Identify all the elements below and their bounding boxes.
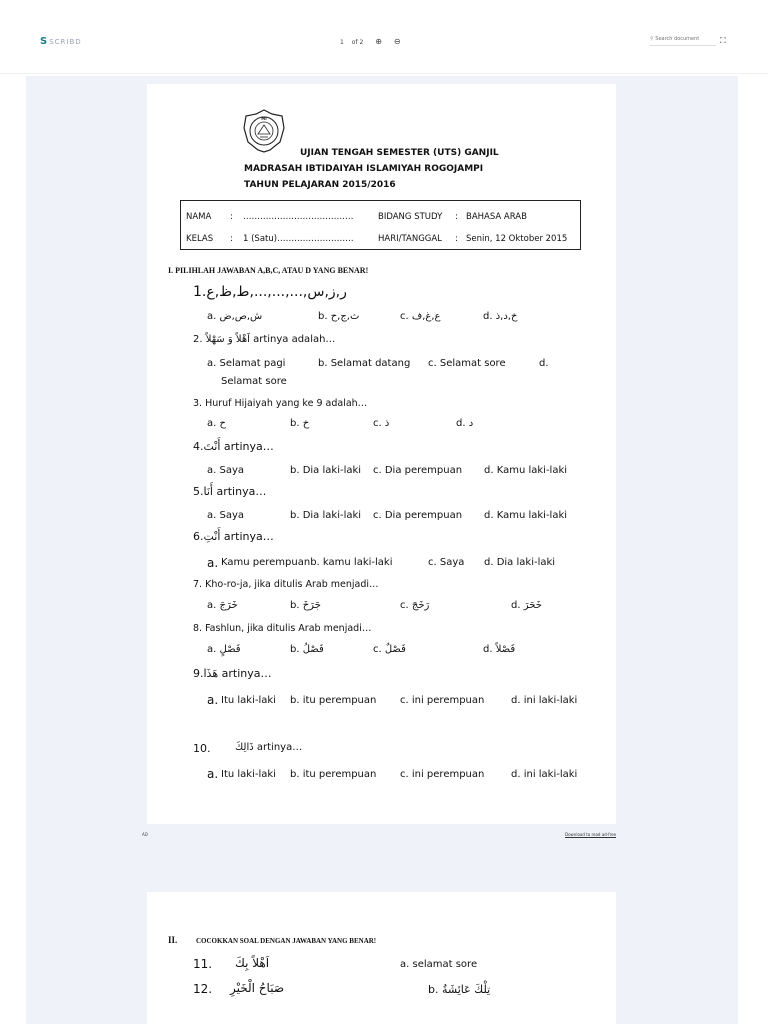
hari-value: Senin, 12 Oktober 2015: [466, 234, 568, 244]
question-11: اَهْلاً بِكَ: [235, 956, 270, 970]
kelas-label: KELAS: [186, 234, 214, 244]
question-6: 6.أَنْتِ artinya…: [193, 530, 274, 543]
page-number-input[interactable]: 1: [340, 39, 344, 46]
document-page-2: [147, 892, 616, 1024]
academic-year: TAHUN PELAJARAN 2015/2016: [244, 180, 396, 190]
q10-option-a-prefix: a.: [207, 767, 219, 781]
question-4: 4.أَنْتَ artinya…: [193, 440, 274, 453]
q7-option-d: d. خَحَرَ: [511, 600, 542, 611]
q10-option-b: b. itu perempuan: [290, 769, 377, 780]
q2-option-c: c. Selamat sore: [428, 358, 506, 369]
page-navigator: [340, 37, 407, 46]
q8-option-c: c. فَصْلٌ: [373, 644, 406, 655]
question-1: 1.ر,ز,س,...,...,...,ط,ظ,ع: [193, 284, 347, 300]
q6-option-a: Kamu perempuanb. kamu laki-laki: [221, 557, 393, 568]
zoom-out-icon[interactable]: ⊖: [393, 37, 401, 46]
question-8: 8. Fashlun, jika ditulis Arab menjadi…: [193, 623, 372, 634]
section-1-title: I. PILIHLAH JAWABAN A,B,C, ATAU D YANG BENAR!: [168, 266, 369, 275]
q2-option-d-text: Selamat sore: [221, 376, 287, 387]
nama-label: NAMA: [186, 212, 212, 222]
q12-answer: b. تِلْكَ عَائِشَةُ: [428, 983, 491, 996]
question-3: 3. Huruf Hijaiyah yang ke 9 adalah…: [193, 398, 368, 409]
question-10-number: 10.: [193, 742, 211, 755]
q9-option-d: d. ini laki-laki: [511, 695, 578, 706]
q8-option-b: b. فَصْلُ: [290, 644, 324, 655]
bidang-label: BIDANG STUDY: [378, 212, 443, 222]
school-emblem-icon: [242, 108, 286, 154]
q6-option-a-prefix: a.: [207, 556, 219, 570]
fullscreen-icon[interactable]: ⛶: [720, 36, 726, 45]
document-page-1: [147, 84, 616, 824]
zoom-in-icon[interactable]: ⊕: [375, 37, 382, 46]
question-5: 5.أَنَا artinya…: [193, 485, 267, 498]
q2-option-a: a. Selamat pagi: [207, 358, 286, 369]
q1-option-a: a. ش,ص,ض: [207, 311, 263, 322]
page-total: of 2: [351, 39, 364, 46]
kelas-value: 1 (Satu)………………………: [243, 234, 354, 244]
q6-option-d: d. Dia laki-laki: [484, 557, 556, 568]
q5-option-c: c. Dia perempuan: [373, 510, 463, 521]
question-12-number: 12.: [193, 982, 213, 996]
q9-option-a: Itu laki-laki: [221, 695, 276, 706]
question-12: صَبَاحُ الْخَيْرِ: [230, 981, 285, 995]
q9-option-a-prefix: a.: [207, 693, 219, 707]
search-input[interactable]: [655, 36, 711, 42]
q10-option-c: c. ini perempuan: [400, 769, 485, 780]
q3-option-b: b. خ: [290, 418, 310, 429]
section-2-title: COCOKKAN SOAL DENGAN JAWABAN YANG BENAR!: [196, 937, 377, 945]
q4-option-a: a. Saya: [207, 465, 245, 476]
section-2-number: II.: [168, 935, 178, 945]
q6-option-c: c. Saya: [428, 557, 465, 568]
q1-option-d: d. خ,د,ذ: [483, 311, 518, 322]
question-2: 2. اَهْلاً وَ سَهْلاً artinya adalah…: [193, 334, 336, 345]
q10-option-d: d. ini laki-laki: [511, 769, 578, 780]
q3-option-d: d. د: [456, 418, 474, 429]
q7-option-b: b. جَرَخَ: [290, 600, 321, 611]
q9-option-b: b. itu perempuan: [290, 695, 377, 706]
q5-option-b: b. Dia laki-laki: [290, 510, 362, 521]
student-info-box: [180, 200, 581, 250]
logo-mark-icon: S: [40, 36, 48, 47]
q10-option-a: Itu laki-laki: [221, 769, 276, 780]
bidang-colon: :: [455, 212, 458, 222]
ad-label: AD: [142, 832, 148, 837]
bidang-value: BAHASA ARAB: [466, 212, 527, 222]
scribd-logo[interactable]: [40, 36, 82, 47]
hari-colon: :: [455, 234, 458, 244]
question-10: ذَالِكَ artinya…: [235, 742, 303, 753]
nama-value: …………………………………: [243, 212, 354, 222]
q7-option-a: a. خَرَجَ: [207, 600, 238, 611]
q2-option-b: b. Selamat datang: [318, 358, 411, 369]
q5-option-a: a. Saya: [207, 510, 245, 521]
emblem-text: MI: [261, 116, 267, 121]
top-toolbar: [0, 0, 768, 74]
school-name: MADRASAH IBTIDAIYAH ISLAMIYAH ROGOJAMPI: [244, 164, 484, 174]
q3-option-c: c. ذ: [373, 418, 390, 429]
question-9: 9.هَذَا artinya…: [193, 667, 272, 680]
q7-option-c: c. رَخَجَ: [400, 600, 430, 611]
q8-option-a: a. فَصْلٍ: [207, 644, 241, 655]
search-box: [650, 36, 716, 46]
search-icon: ⚲: [650, 36, 654, 42]
q1-option-b: b. ث,ج,ح: [318, 311, 360, 322]
q3-option-a: a. ح: [207, 418, 226, 429]
q1-option-c: c. ع,غ,ف: [400, 311, 441, 322]
q11-answer: a. selamat sore: [400, 959, 478, 970]
nama-colon: :: [230, 212, 233, 222]
q4-option-b: b. Dia laki-laki: [290, 465, 362, 476]
q5-option-d: d. Kamu laki-laki: [484, 510, 568, 521]
logo-text: SCRIBD: [49, 38, 82, 46]
q8-option-d: d. فَصْلاً: [483, 644, 516, 655]
download-ad-free-link[interactable]: Download to read ad-free: [565, 832, 617, 837]
kelas-colon: :: [230, 234, 233, 244]
q4-option-d: d. Kamu laki-laki: [484, 465, 568, 476]
q9-option-c: c. ini perempuan: [400, 695, 485, 706]
exam-title: UJIAN TENGAH SEMESTER (UTS) GANJIL: [300, 148, 499, 158]
q4-option-c: c. Dia perempuan: [373, 465, 463, 476]
hari-label: HARI/TANGGAL: [378, 234, 442, 244]
question-7: 7. Kho-ro-ja, jika ditulis Arab menjadi…: [193, 579, 379, 590]
question-11-number: 11.: [193, 957, 213, 971]
q2-option-d: d.: [539, 358, 549, 369]
